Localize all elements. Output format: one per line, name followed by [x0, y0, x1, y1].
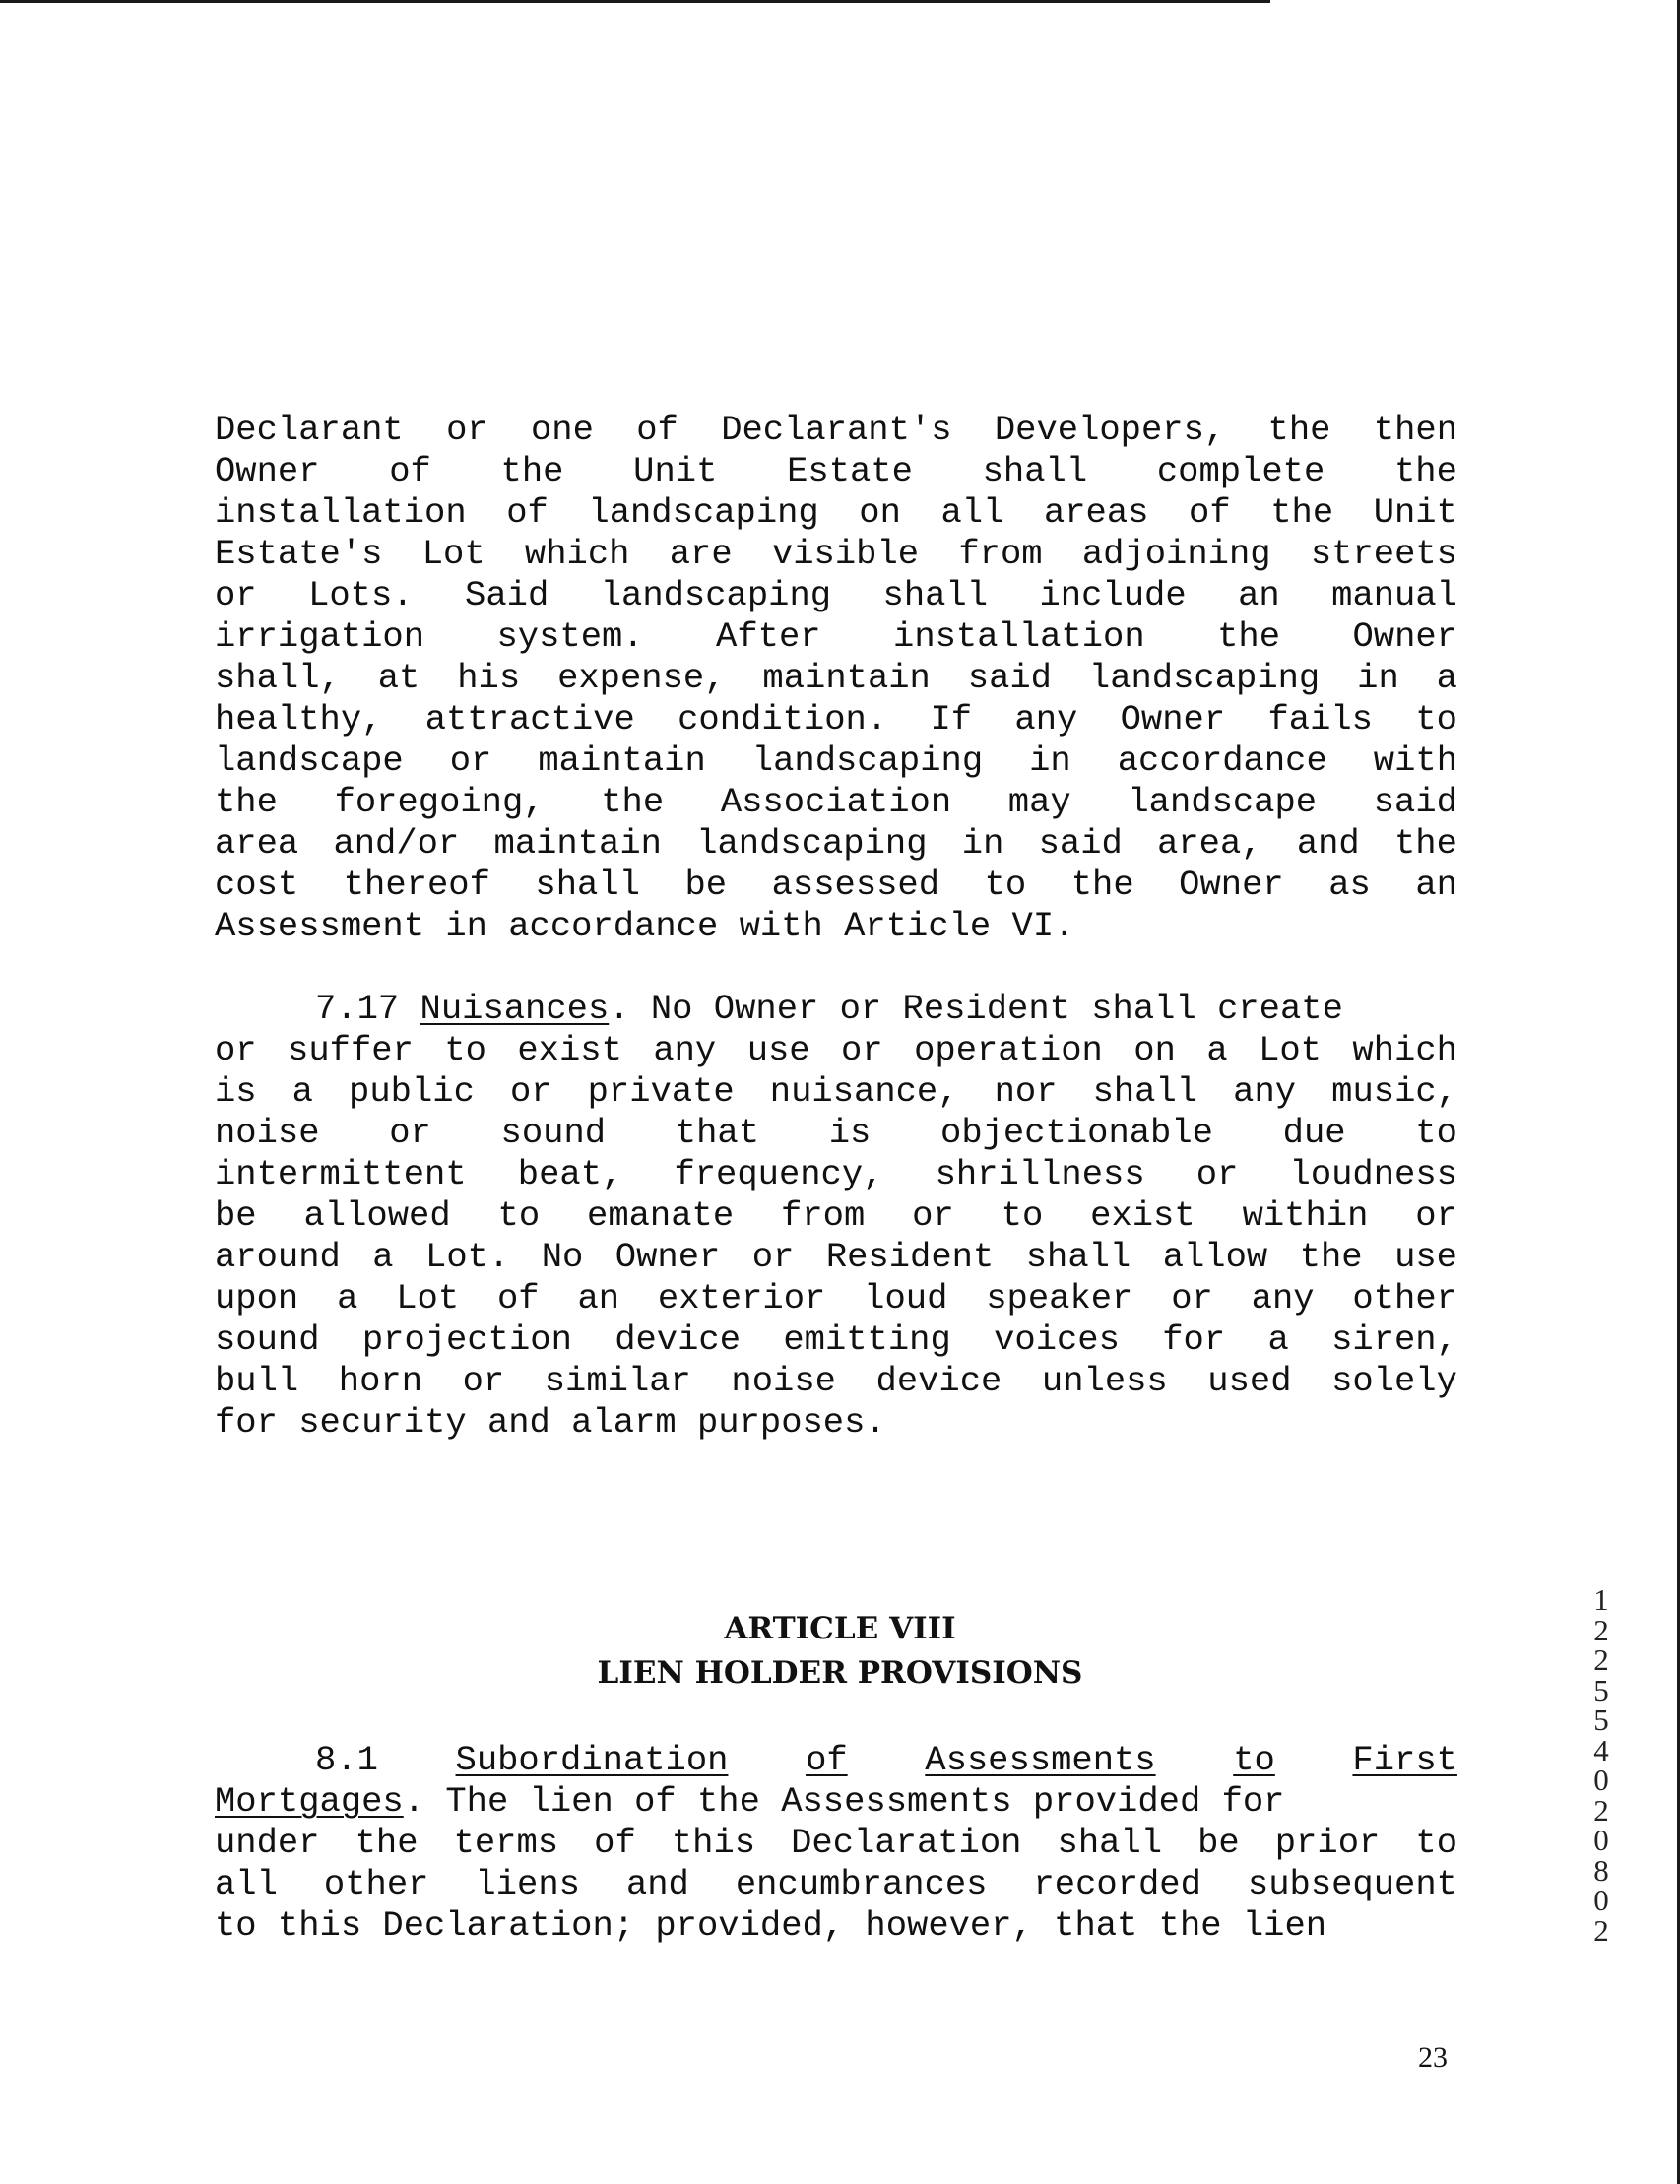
word: speaker: [986, 1278, 1133, 1318]
word: exist: [517, 1030, 622, 1070]
word: be: [1197, 1823, 1240, 1863]
text-line: [215, 616, 1457, 658]
word: shall,: [215, 658, 341, 698]
word: foregoing,: [334, 782, 545, 822]
text-line-content: Assessment in accordance with Article VI.: [215, 906, 1075, 946]
word: an: [577, 1278, 620, 1318]
word: accordance: [1117, 740, 1327, 781]
word: maintain: [538, 740, 706, 781]
section-second-line-text: . The lien of the Assessments provided for: [403, 1781, 1285, 1822]
article-heading: ARTICLE VIII: [724, 1611, 956, 1646]
word: around: [215, 1237, 341, 1277]
word: one: [531, 410, 594, 450]
word: Owner: [1352, 616, 1457, 657]
word: or: [841, 1030, 883, 1070]
page-number: 23: [1418, 2041, 1448, 2074]
word: prior: [1274, 1823, 1381, 1863]
word: beat,: [517, 1154, 623, 1194]
word: If: [930, 699, 973, 739]
word: Said: [465, 575, 549, 615]
text-line: [215, 410, 1457, 451]
word: nuisance,: [769, 1071, 959, 1112]
section-first-line-text: . No Owner or Resident shall create: [609, 989, 1343, 1029]
word: nor: [994, 1071, 1058, 1112]
word: Estate's: [215, 534, 383, 574]
word: upon: [215, 1278, 299, 1318]
text-line: [215, 1195, 1457, 1237]
word: the: [355, 1823, 419, 1863]
word: sound: [500, 1113, 607, 1153]
word: of: [506, 492, 549, 533]
word: Unit: [633, 451, 718, 491]
word: bull: [215, 1361, 299, 1401]
word: emitting: [783, 1319, 951, 1360]
word: all: [940, 492, 1004, 533]
word: solely: [1331, 1361, 1457, 1401]
word: used: [1207, 1361, 1292, 1401]
word: maintain: [762, 658, 931, 698]
text-line: [215, 575, 1457, 616]
word: frequency,: [674, 1154, 884, 1194]
section-number: 7.17: [315, 989, 400, 1029]
word: at: [377, 658, 420, 698]
word: in: [1029, 740, 1071, 781]
text-line: [215, 1864, 1457, 1905]
text-line: [215, 1071, 1457, 1113]
word: public: [349, 1071, 475, 1112]
word: cost: [215, 865, 299, 905]
text-line: [215, 1823, 1457, 1864]
word: After: [716, 616, 821, 657]
word: horn: [338, 1361, 422, 1401]
word: Lot: [396, 1278, 460, 1318]
word: system.: [496, 616, 644, 657]
word: Owner: [1179, 865, 1284, 905]
word: of: [636, 410, 678, 450]
word: projection: [361, 1319, 572, 1360]
word: Lot.: [425, 1237, 510, 1277]
word: Lot: [421, 534, 485, 574]
word: irrigation: [215, 616, 425, 657]
word: manual: [1331, 575, 1457, 615]
word: noise: [731, 1361, 836, 1401]
word: due: [1282, 1113, 1346, 1153]
word: is: [828, 1113, 872, 1153]
word: a: [1206, 1030, 1228, 1070]
word: shall: [982, 451, 1088, 491]
word: Association: [720, 782, 952, 822]
word: any: [1014, 699, 1078, 739]
word: to: [984, 865, 1027, 905]
word: liens: [475, 1864, 580, 1904]
word: under: [215, 1823, 320, 1863]
word: or: [751, 1237, 795, 1277]
section-8-1-subordination: [215, 1740, 1457, 1947]
word: objectionable: [940, 1113, 1213, 1153]
word: an: [1415, 865, 1457, 905]
word: exist: [1090, 1195, 1195, 1236]
word: fails: [1267, 699, 1373, 739]
word: shall: [1057, 1823, 1163, 1863]
word: encumbrances: [735, 1864, 988, 1904]
word: and: [1296, 823, 1360, 864]
word: or: [215, 575, 257, 615]
word: on: [1133, 1030, 1176, 1070]
section-title-word: Subordination: [455, 1740, 729, 1780]
word: streets: [1310, 534, 1457, 574]
word: which: [524, 534, 630, 574]
text-line: [215, 1113, 1457, 1154]
word: shall: [882, 575, 989, 615]
word: recorded: [1033, 1864, 1201, 1904]
word: the: [1394, 451, 1457, 491]
word: condition.: [678, 699, 888, 739]
word: expense,: [557, 658, 726, 698]
text-line: [215, 1237, 1457, 1278]
word: loud: [864, 1278, 948, 1318]
word: subsequent: [1247, 1864, 1457, 1904]
word: the: [1270, 492, 1334, 533]
word: the: [1217, 616, 1281, 657]
word: area,: [1157, 823, 1262, 864]
word: Lot: [1259, 1030, 1322, 1070]
word: siren,: [1331, 1319, 1457, 1360]
word: the: [215, 782, 278, 822]
word: any: [1251, 1278, 1315, 1318]
text-line-content: to this Declaration; provided, however, that the lien: [215, 1905, 1327, 1946]
word: operation: [914, 1030, 1103, 1070]
word: an: [1238, 575, 1280, 615]
word: or: [446, 410, 488, 450]
word: maintain: [493, 823, 662, 864]
word: Owner: [215, 451, 320, 491]
word: with: [1373, 740, 1457, 781]
word: intermittent: [215, 1154, 467, 1194]
word: voices: [994, 1319, 1120, 1360]
word: may: [1007, 782, 1071, 822]
word: a: [1436, 658, 1457, 698]
word: that: [675, 1113, 759, 1153]
word: or: [449, 740, 492, 781]
word: installation: [893, 616, 1145, 657]
word: are: [669, 534, 733, 574]
section-body: [215, 1030, 1457, 1444]
word: said: [1038, 823, 1123, 864]
section-title-word: to: [1233, 1740, 1275, 1780]
text-line: [215, 1319, 1457, 1361]
word: landscape: [215, 740, 404, 781]
text-line: [215, 865, 1457, 906]
word: Owner: [614, 1237, 721, 1277]
word: Unit: [1373, 492, 1457, 533]
word: the: [500, 451, 564, 491]
word: be: [215, 1195, 257, 1236]
word: Declaration: [791, 1823, 1022, 1863]
word: private: [587, 1071, 735, 1112]
word: on: [859, 492, 901, 533]
section-heading-line-2: [215, 1781, 1457, 1823]
word: a: [372, 1237, 394, 1277]
word: the: [1299, 1237, 1363, 1277]
word: exterior: [657, 1278, 826, 1318]
word: as: [1328, 865, 1371, 905]
word: all: [215, 1864, 278, 1904]
section-body: [215, 1823, 1457, 1947]
section-title: Nuisances: [420, 989, 610, 1029]
word: to: [497, 1195, 541, 1236]
word: any: [653, 1030, 717, 1070]
word: a: [1267, 1319, 1289, 1360]
word: in: [961, 823, 1004, 864]
word: of: [389, 451, 431, 491]
word: landscaping: [588, 492, 819, 533]
word: of: [594, 1823, 636, 1863]
text-line: [215, 534, 1457, 575]
word: Resident: [825, 1237, 995, 1277]
text-line: [215, 699, 1457, 740]
word: or: [1415, 1195, 1457, 1236]
word: a: [291, 1071, 313, 1112]
word: the: [1267, 410, 1331, 450]
word: use: [746, 1030, 810, 1070]
word: allowed: [303, 1195, 451, 1236]
word: complete: [1156, 451, 1325, 491]
word: from: [958, 534, 1043, 574]
text-line: [215, 1030, 1457, 1071]
word: sound: [215, 1319, 320, 1360]
word: other: [1352, 1278, 1457, 1318]
word: or: [215, 1030, 257, 1070]
word: landscaping: [751, 740, 984, 781]
word: landscaping: [600, 575, 832, 615]
text-line-content: for security and alarm purposes.: [215, 1402, 886, 1443]
section-title-word: of: [806, 1740, 848, 1780]
word: Owner: [1120, 699, 1226, 739]
word: landscape: [1128, 782, 1318, 822]
word: any: [1233, 1071, 1297, 1112]
word: Lots.: [308, 575, 414, 615]
word: device: [875, 1361, 1002, 1401]
word: which: [1352, 1030, 1457, 1070]
word: a: [337, 1278, 358, 1318]
word: within: [1242, 1195, 1369, 1236]
word: and/or: [333, 823, 460, 864]
section-7-17-nuisances: [215, 989, 1457, 1444]
word: music,: [1331, 1071, 1457, 1112]
section-title-word: Assessments: [925, 1740, 1156, 1780]
word: shall: [535, 865, 640, 905]
word: to: [1415, 1113, 1457, 1153]
article-subheading: LIEN HOLDER PROVISIONS: [597, 1655, 1083, 1691]
word: Declarant's: [721, 410, 952, 450]
word: noise: [215, 1113, 320, 1153]
word: emanate: [587, 1195, 735, 1236]
text-line: [215, 1905, 1457, 1947]
section-title-word: First: [1352, 1740, 1457, 1780]
word: loudness: [1289, 1154, 1457, 1194]
word: of: [496, 1278, 540, 1318]
word: visible: [771, 534, 920, 574]
text-line: [215, 906, 1457, 947]
word: to: [1415, 699, 1457, 739]
word: assessed: [771, 865, 940, 905]
text-line: [215, 782, 1457, 823]
word: for: [1162, 1319, 1226, 1360]
word: adjoining: [1081, 534, 1271, 574]
word: or: [389, 1113, 431, 1153]
word: Declarant: [215, 410, 404, 450]
word: landscaping: [1088, 658, 1321, 698]
scan-edge-top: [0, 0, 1270, 3]
paragraph-landscaping: [215, 410, 1457, 947]
word: be: [684, 865, 728, 905]
word: of: [1189, 492, 1231, 533]
text-line: [215, 658, 1457, 699]
section-number: 8.1: [315, 1740, 378, 1780]
word: thereof: [343, 865, 490, 905]
word: areas: [1043, 492, 1149, 533]
word: similar: [544, 1361, 691, 1401]
word: area: [215, 823, 299, 864]
section-heading-line: [215, 989, 1457, 1030]
word: shall: [1025, 1237, 1131, 1277]
word: said: [1373, 782, 1457, 822]
word: the: [1393, 823, 1457, 864]
word: installation: [215, 492, 467, 533]
word: this: [671, 1823, 756, 1863]
word: landscaping: [696, 823, 928, 864]
word: suffer: [288, 1030, 414, 1070]
word: shall: [1092, 1071, 1198, 1112]
word: or: [509, 1071, 552, 1112]
text-line: [215, 1361, 1457, 1402]
text-line: [215, 823, 1457, 865]
word: is: [215, 1071, 257, 1112]
word: or: [462, 1361, 505, 1401]
word: the: [601, 782, 665, 822]
word: or: [1171, 1278, 1213, 1318]
word: then: [1373, 410, 1457, 450]
section-heading-line: [215, 1740, 1457, 1781]
word: to: [1415, 1823, 1457, 1863]
word: healthy,: [215, 699, 383, 739]
text-line: [215, 492, 1457, 534]
word: other: [323, 1864, 429, 1904]
word: device: [614, 1319, 742, 1360]
text-line: [215, 1402, 1457, 1444]
word: unless: [1041, 1361, 1168, 1401]
word: said: [967, 658, 1052, 698]
word: or: [912, 1195, 954, 1236]
side-document-number: 122554 020802: [1593, 1582, 1609, 1948]
word: the: [1070, 865, 1134, 905]
text-line: [215, 1278, 1457, 1319]
word: his: [457, 658, 521, 698]
word: to: [1001, 1195, 1044, 1236]
word: from: [781, 1195, 866, 1236]
word: allow: [1162, 1237, 1268, 1277]
word: use: [1394, 1237, 1457, 1277]
word: Estate: [787, 451, 913, 491]
word: Developers,: [994, 410, 1226, 450]
word: and: [625, 1864, 689, 1904]
word: shrillness: [935, 1154, 1145, 1194]
word: in: [1357, 658, 1399, 698]
text-line: [215, 1154, 1457, 1195]
text-line: [215, 451, 1457, 492]
word: to: [444, 1030, 486, 1070]
word: No: [541, 1237, 584, 1277]
word: terms: [453, 1823, 559, 1863]
word: include: [1039, 575, 1187, 615]
text-line: [215, 740, 1457, 782]
word: or: [1195, 1154, 1239, 1194]
word: attractive: [424, 699, 635, 739]
section-title-continued: Mortgages: [215, 1781, 404, 1822]
